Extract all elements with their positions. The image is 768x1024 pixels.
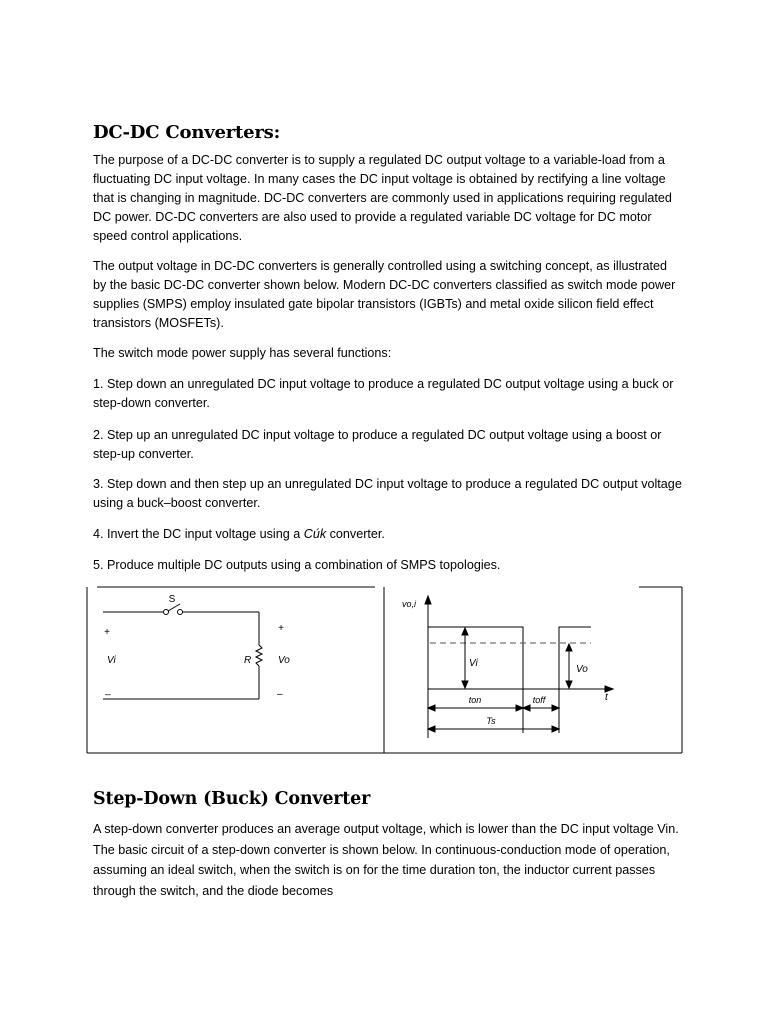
list-item-invert-cuk: Cúk [303,527,327,541]
section-heading-dc-dc-converters: DC-DC Converters: [93,122,281,143]
input-plus-label: + [104,627,110,638]
input-voltage-label: Vi [107,655,116,666]
list-item-buck-boost: 3. Step down and then step up an unregulated DC input voltage to produce a regulated DC output voltage using a buck–boost converter. [93,477,682,510]
list-item-step-down: 1. Step down an unregulated DC input voltage to produce a regulated DC output voltage using a buck or step-down converter. [93,377,674,410]
paragraph-purpose: The purpose of a DC-DC converter is to supply a regulated DC output voltage to a variable-load from a fluctuating DC input voltage. In many cases the DC input voltage is obtained by rectifying a line voltage that is changing in magnitude. DC-DC converters are commonly used in applications requiring regulated DC power. DC-DC converters are also used to provide a regulated variable DC voltage for DC motor speed control applications. [93,153,672,243]
waveform-y-axis-label: vo,i [402,599,417,609]
resistor-icon [256,645,262,666]
output-minus-label: – [277,689,283,700]
figure-frame [87,587,682,753]
paragraph-output-voltage: The output voltage in DC-DC converters is generally controlled using a switching concept, as illustrated by the basic DC-DC converter shown below. Modern DC-DC converters classified as switch mode power supplies (SMPS) employ insulated gate bipolar transistors (IGBTs) and metal oxide silicon field effect transistors (MOSFETs). [93,259,676,330]
waveform-vo-label: Vo [576,664,588,675]
input-minus-label: _ [105,685,111,696]
vo-arrow-up-icon [566,644,572,651]
switch-contact-right [178,610,183,615]
list-item-step-up: 2. Step up an unregulated DC input voltage to produce a regulated DC output voltage using a boost or step-up converter. [93,428,662,461]
ton-arrow-left-icon [428,705,435,711]
output-pulse-waveform [428,627,591,689]
waveform-ts-label: Ts [486,716,496,726]
output-voltage-label: Vo [278,655,290,666]
output-plus-label: + [278,623,284,634]
waveform-x-axis-label: t [605,692,608,703]
ts-arrow-left-icon [428,726,435,732]
paragraph-smps-functions: The switch mode power supply has several functions: [93,346,392,360]
toff-arrow-left-icon [523,705,530,711]
circuit-diagram [103,604,262,699]
paragraph-buck-description: A step-down converter produces an average output voltage, which is lower than the DC input voltage Vin. The basic circuit of a step-down converter is shown below. In continuous-conduction mode of operation, assuming an ideal switch, when the switch is on for the time duration ton, the inductor current passes through the switch, and the diode becomes [93,822,679,898]
vo-arrow-down-icon [566,681,572,688]
list-item-multiple-outputs: 5. Produce multiple DC outputs using a combination of SMPS topologies. [93,558,501,572]
switch-contact-left [164,610,169,615]
switch-label: S [168,594,176,605]
y-axis-arrow-icon [425,596,431,604]
list-item-invert-text-end: converter. [326,527,385,541]
toff-arrow-right-icon [552,705,559,711]
vi-arrow-up-icon [462,628,468,635]
resistor-label: R [244,655,252,666]
waveform-ton-label: ton [468,695,482,705]
vi-arrow-down-icon [462,681,468,688]
list-item-invert-text-start: 4. Invert the DC input voltage using a [93,527,304,541]
waveform-vi-label: Vi [469,658,478,669]
waveform-toff-label: toff [532,695,546,705]
section-heading-buck-converter: Step-Down (Buck) Converter [93,789,371,809]
ts-arrow-right-icon [552,726,559,732]
